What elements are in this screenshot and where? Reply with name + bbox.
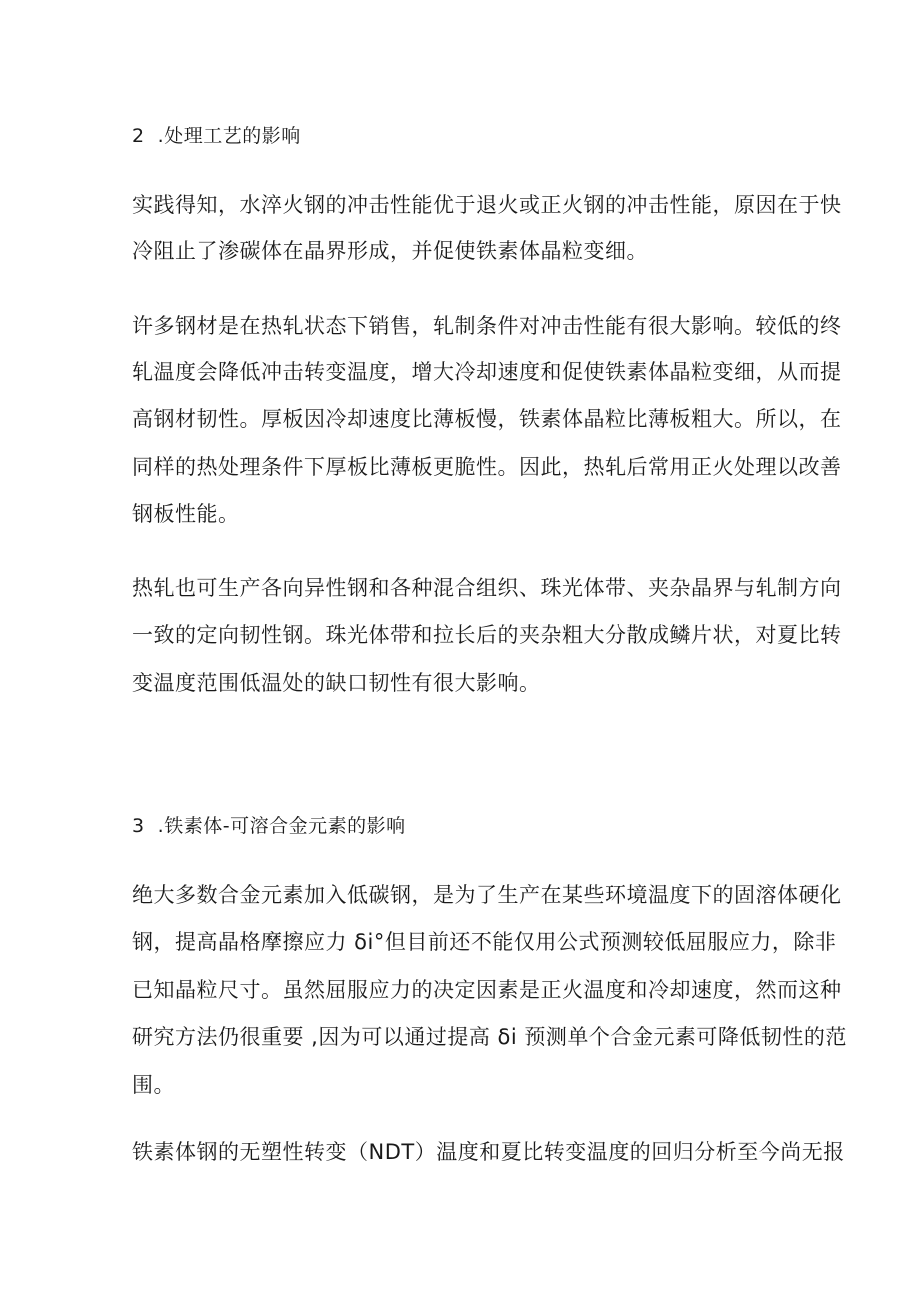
section-2-heading: 2 .处理工艺的影响 — [132, 125, 301, 147]
paragraph-line: 许多钢材是在热轧状态下销售，轧制条件对冲击性能有很大影响。较低的终 — [132, 314, 842, 338]
paragraph-line: 热轧也可生产各向异性钢和各种混合组织、珠光体带、夹杂晶界与轧制方向 — [132, 576, 842, 600]
paragraph-line: 围。 — [132, 1073, 175, 1097]
paragraph-line: 钢，提高晶格摩擦应力 δi°但目前还不能仅用公式预测较低屈服应力，除非 — [132, 930, 837, 954]
paragraph-line: 同样的热处理条件下厚板比薄板更脆性。因此，热轧后常用正火处理以改善 — [132, 455, 842, 479]
section-3-heading: 3 .铁素体-可溶合金元素的影响 — [132, 815, 406, 837]
paragraph-line: 实践得知，水淬火钢的冲击性能优于退火或正火钢的冲击性能，原因在于快 — [132, 193, 842, 217]
paragraph-line: 钢板性能。 — [132, 502, 240, 526]
paragraph-line: 变温度范围低温处的缺口韧性有很大影响。 — [132, 671, 541, 695]
paragraph-line: 一致的定向韧性钢。珠光体带和拉长后的夹杂粗大分散成鳞片状，对夏比转 — [132, 623, 842, 647]
paragraph-line: 冷阻止了渗碳体在晶界形成，并促使铁素体晶粒变细。 — [132, 239, 648, 263]
paragraph-line: 高钢材韧性。厚板因冷却速度比薄板慢，铁素体晶粒比薄板粗大。所以，在 — [132, 407, 842, 431]
paragraph-line: 铁素体钢的无塑性转变（NDT）温度和夏比转变温度的回归分析至今尚无报 — [132, 1140, 845, 1164]
paragraph-line: 研究方法仍很重要 ,因为可以通过提高 δi 预测单个合金元素可降低韧性的范 — [132, 1025, 847, 1049]
paragraph-line: 绝大多数合金元素加入低碳钢，是为了生产在某些环境温度下的固溶体硬化 — [132, 883, 842, 907]
paragraph-line: 已知晶粒尺寸。虽然屈服应力的决定因素是正火温度和冷却速度，然而这种 — [132, 978, 842, 1002]
paragraph-line: 轧温度会降低冲击转变温度，增大冷却速度和促使铁素体晶粒变细，从而提 — [132, 360, 842, 384]
